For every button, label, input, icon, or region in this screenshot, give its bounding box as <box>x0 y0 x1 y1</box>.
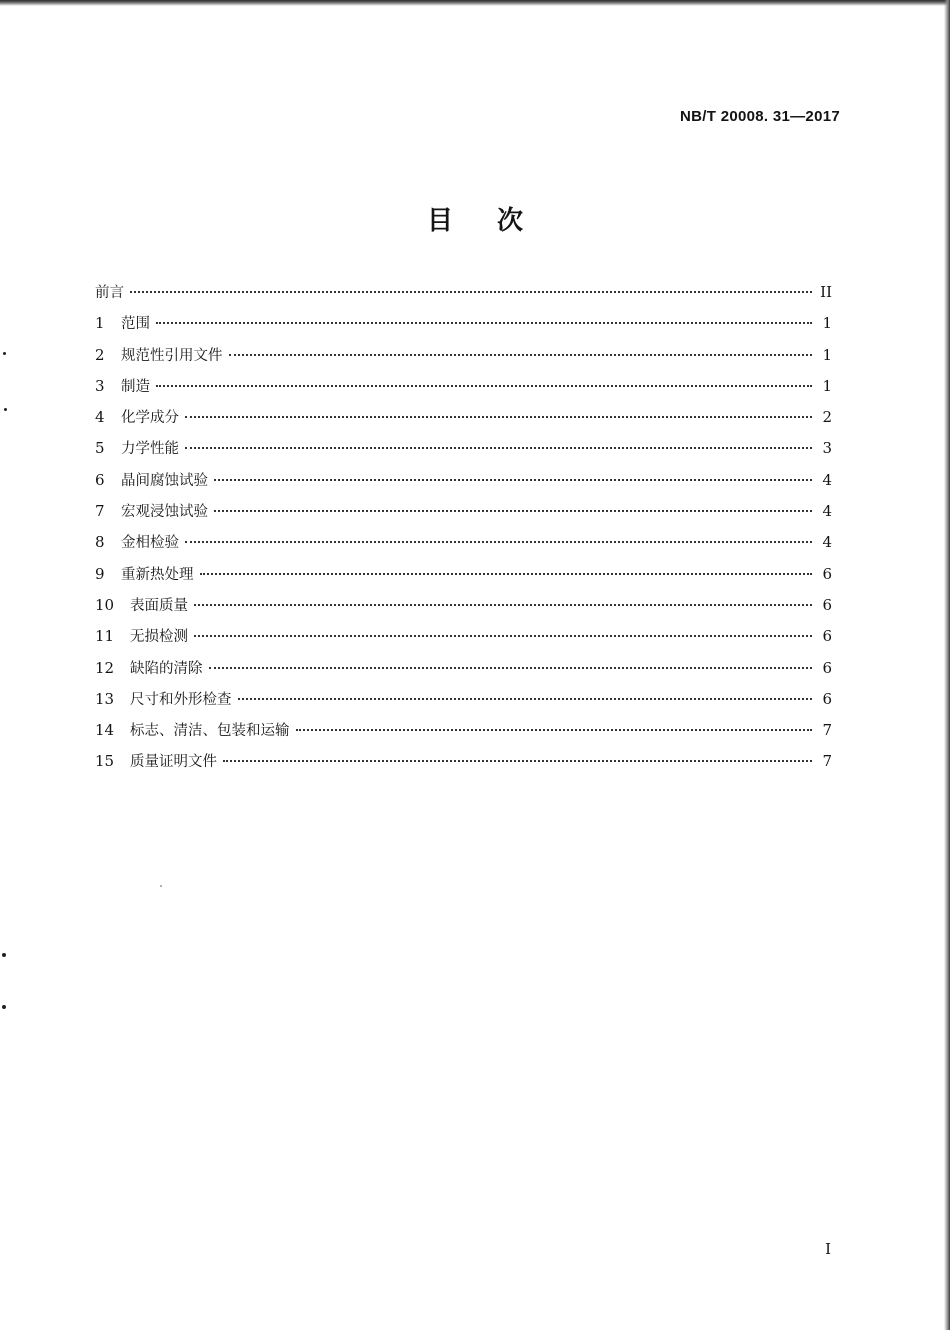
toc-entry-page: 6 <box>822 564 832 583</box>
toc-entry-label: 尺寸和外形检查 <box>130 691 232 708</box>
toc-entry-number: 14 <box>95 721 115 740</box>
toc-entry-label: 缺陷的清除 <box>130 660 203 677</box>
page-number: I <box>825 1240 831 1258</box>
scan-speck <box>160 885 162 887</box>
toc-entry-number: 12 <box>95 658 115 677</box>
toc-entry-label: 前言 <box>95 285 124 301</box>
toc-entry-number: 1 <box>95 314 105 333</box>
toc-dot-leader <box>156 385 812 387</box>
toc-dot-leader <box>130 291 812 293</box>
toc-entry-page: 1 <box>822 345 832 364</box>
toc-entry-number: 10 <box>95 595 115 614</box>
toc-entry-label: 力学性能 <box>121 441 179 458</box>
toc-entry[interactable] <box>95 465 832 496</box>
toc-entry-page: 4 <box>822 470 832 489</box>
toc-entry[interactable] <box>95 371 832 402</box>
toc-entry[interactable] <box>95 308 832 339</box>
toc-entry-page: II <box>820 283 832 301</box>
table-of-contents <box>95 277 832 778</box>
toc-entry-page: 4 <box>822 502 832 521</box>
page-title: 目次 <box>426 206 567 236</box>
toc-entry-label: 质量证明文件 <box>130 754 217 771</box>
toc-entry-number: 2 <box>95 345 105 364</box>
toc-entry[interactable] <box>95 433 832 464</box>
toc-dot-leader <box>185 416 812 418</box>
toc-dot-leader <box>185 447 812 449</box>
toc-dot-leader <box>214 479 812 481</box>
toc-dot-leader <box>200 573 813 575</box>
scan-speck <box>2 1005 6 1009</box>
toc-entry-label: 规范性引用文件 <box>121 347 223 364</box>
scan-speck <box>3 352 6 355</box>
toc-entry-page: 7 <box>822 752 832 771</box>
toc-entry-number: 5 <box>95 439 105 458</box>
toc-entry-page: 1 <box>822 376 832 395</box>
toc-entry[interactable] <box>95 590 832 621</box>
toc-entry-page: 2 <box>822 408 832 427</box>
toc-entry-number: 15 <box>95 752 115 771</box>
toc-entry[interactable] <box>95 621 832 652</box>
toc-entry[interactable] <box>95 559 832 590</box>
toc-entry-label: 表面质量 <box>130 597 188 614</box>
toc-entry-page: 7 <box>822 721 832 740</box>
toc-entry[interactable] <box>95 684 832 715</box>
toc-entry-number: 7 <box>95 502 105 521</box>
toc-entry-number: 13 <box>95 689 115 708</box>
toc-entry[interactable] <box>95 496 832 527</box>
toc-entry-label: 化学成分 <box>121 410 179 427</box>
toc-entry-label: 重新热处理 <box>121 566 194 583</box>
toc-entry-number: 3 <box>95 376 105 395</box>
scan-speck <box>2 953 6 957</box>
scan-edge-top <box>0 0 950 6</box>
toc-entry-page: 6 <box>822 689 832 708</box>
toc-dot-leader <box>296 729 813 731</box>
toc-dot-leader <box>229 354 813 356</box>
toc-entry-label: 无损检测 <box>130 629 188 646</box>
toc-entry-page: 4 <box>822 533 832 552</box>
toc-entry-page: 1 <box>822 314 832 333</box>
toc-entry-label: 范围 <box>121 316 150 333</box>
standard-number: NB/T 20008. 31—2017 <box>680 108 840 125</box>
toc-entry-page: 3 <box>822 439 832 458</box>
toc-entry-label: 制造 <box>121 378 150 395</box>
toc-entry-label: 晶间腐蚀试验 <box>121 472 208 489</box>
toc-dot-leader <box>156 322 812 324</box>
toc-entry-page: 6 <box>822 595 832 614</box>
toc-entry-page: 6 <box>822 658 832 677</box>
toc-entry[interactable] <box>95 340 832 371</box>
toc-entry-label: 标志、清洁、包装和运输 <box>130 723 290 740</box>
scan-speck <box>4 408 7 411</box>
toc-entry-number: 4 <box>95 408 105 427</box>
toc-entry[interactable] <box>95 746 832 777</box>
toc-dot-leader <box>194 635 812 637</box>
toc-entry[interactable] <box>95 277 832 308</box>
toc-entry-number: 11 <box>95 627 115 646</box>
toc-entry[interactable] <box>95 402 832 433</box>
toc-dot-leader <box>214 510 812 512</box>
toc-dot-leader <box>223 760 812 762</box>
toc-entry[interactable] <box>95 715 832 746</box>
toc-dot-leader <box>185 541 812 543</box>
toc-entry-number: 8 <box>95 533 105 552</box>
toc-entry-page: 6 <box>822 627 832 646</box>
toc-entry-number: 9 <box>95 564 105 583</box>
toc-dot-leader <box>238 698 813 700</box>
toc-entry[interactable] <box>95 653 832 684</box>
toc-dot-leader <box>209 667 813 669</box>
toc-dot-leader <box>194 604 812 606</box>
toc-entry-label: 金相检验 <box>121 535 179 552</box>
toc-entry-number: 6 <box>95 470 105 489</box>
toc-entry-label: 宏观浸蚀试验 <box>121 504 208 521</box>
toc-entry[interactable] <box>95 527 832 558</box>
